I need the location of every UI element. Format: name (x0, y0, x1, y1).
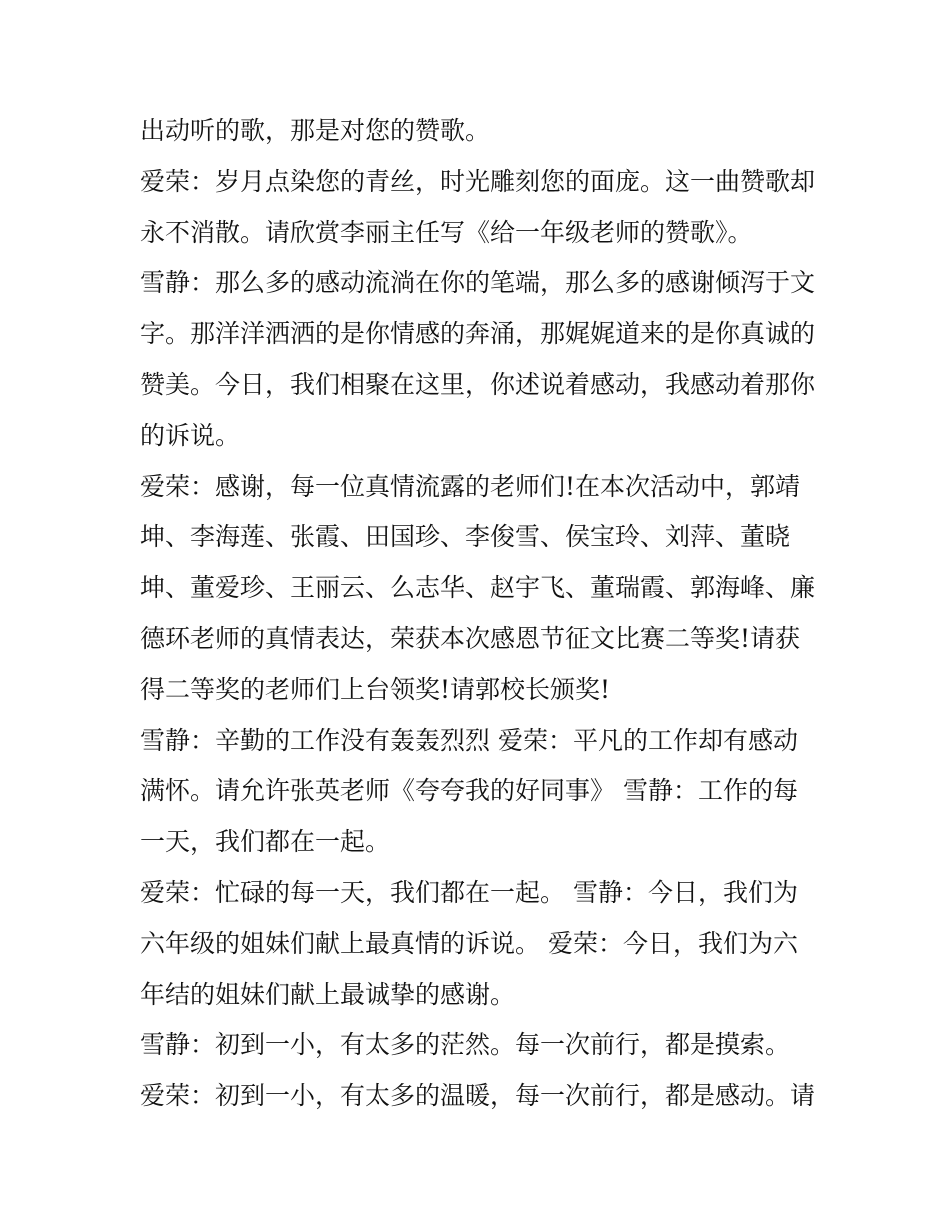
text-line: 满怀。请允许张英老师《夸夸我的好同事》 雪静：工作的每 (140, 776, 798, 806)
text-line: 德环老师的真情表达，荣获本次感恩节征文比赛二等奖!请获 (140, 623, 801, 653)
document-body (140, 106, 830, 1122)
text-line: 爱荣：感谢，每一位真情流露的老师们!在本次活动中，郭靖 (140, 471, 801, 501)
text-line: 雪静：那么多的感动流淌在你的笔端，那么多的感谢倾泻于文 (140, 268, 816, 298)
text-line: 雪静：辛勤的工作没有轰轰烈烈 爱荣：平凡的工作却有感动 (140, 725, 798, 755)
text-line: 永不消散。请欣赏李丽主任写《给一年级老师的赞歌》。 (140, 217, 753, 247)
text-line: 六年级的姐妹们献上最真情的诉说。 爱荣：今日，我们为六 (140, 928, 798, 958)
text-line: 雪静：初到一小，有太多的茫然。每一次前行，都是摸索。 (140, 1030, 791, 1060)
text-line: 坤、董爱珍、王丽云、么志华、赵宇飞、董瑞霞、郭海峰、廉 (140, 573, 816, 603)
text-line: 爱荣：忙碌的每一天，我们都在一起。 雪静：今日，我们为 (140, 877, 798, 907)
text-line: 得二等奖的老师们上台领奖!请郭校长颁奖! (140, 674, 611, 704)
text-line: 字。那洋洋洒洒的是你情感的奔涌，那娓娓道来的是你真诚的 (140, 319, 816, 349)
text-line: 年结的姐妹们献上最诚挚的感谢。 (140, 979, 516, 1009)
text-line: 赞美。今日，我们相聚在这里，你述说着感动，我感动着那你 (140, 369, 816, 399)
text-line: 一天，我们都在一起。 (140, 827, 391, 857)
text-line: 的诉说。 (140, 420, 241, 450)
text-line: 爱荣：初到一小，有太多的温暖，每一次前行，都是感动。请 (140, 1081, 816, 1111)
text-line: 坤、李海莲、张霞、田国珍、李俊雪、侯宝玲、刘萍、董晓 (140, 522, 791, 552)
text-line: 出动听的歌，那是对您的赞歌。 (140, 116, 491, 145)
text-line: 爱荣：岁月点染您的青丝，时光雕刻您的面庞。这一曲赞歌却 (140, 166, 816, 196)
